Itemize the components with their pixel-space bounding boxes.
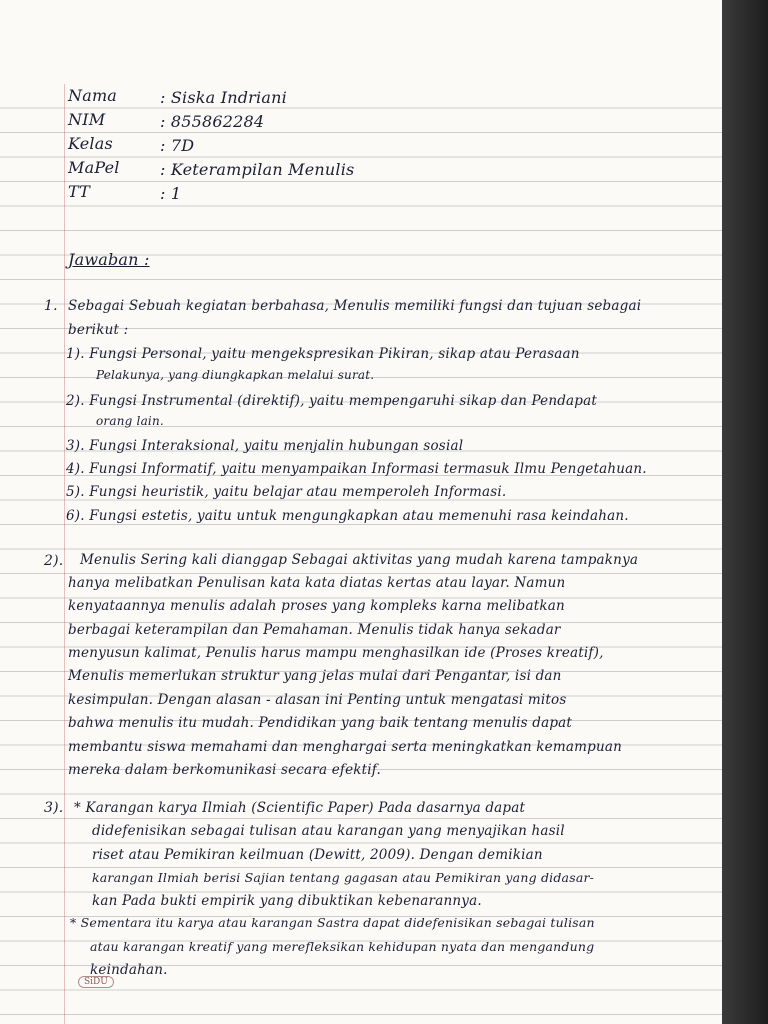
q3-number: 3).	[44, 800, 64, 816]
q2-line: kesimpulan. Dengan alasan - alasan ini Penting untuk mengatasi mitos	[68, 692, 567, 708]
q3-line: kan Pada bukti empirik yang dibuktikan kebenarannya.	[92, 893, 482, 909]
q2-line: membantu siswa memahami dan menghargai serta meningkatkan kemampuan	[68, 739, 622, 755]
q1-number: 1.	[44, 298, 58, 314]
label-nim: NIM	[68, 110, 106, 129]
q3-line: karangan Ilmiah berisi Sajian tentang gagasan atau Pemikiran yang didasar-	[92, 870, 595, 885]
q1-line: 4). Fungsi Informatif, yaitu menyampaikan Informasi termasuk Ilmu Pengetahuan.	[66, 461, 647, 477]
q2-number: 2).	[44, 553, 64, 569]
value-nama: : Siska Indriani	[160, 88, 287, 107]
q1-line: 3). Fungsi Interaksional, yaitu menjalin hubungan sosial	[66, 438, 464, 454]
value-kelas: : 7D	[160, 136, 195, 155]
q3-line: atau karangan kreatif yang merefleksikan kehidupan nyata dan mengandung	[90, 939, 595, 954]
value-nama-text: Siska Indriani	[170, 88, 287, 107]
label-tt: TT	[68, 182, 91, 201]
q2-line: menyusun kalimat, Penulis harus mampu menghasilkan ide (Proses kreatif),	[68, 645, 604, 661]
q1-line: 6). Fungsi estetis, yaitu untuk mengungkapkan atau memenuhi rasa keindahan.	[66, 508, 629, 524]
value-nim-text: 855862284	[170, 112, 265, 131]
q2-line: Menulis memerlukan struktur yang jelas mulai dari Pengantar, isi dan	[68, 668, 562, 684]
q1-line: orang lain.	[96, 414, 164, 428]
q1-line: berikut :	[68, 322, 129, 338]
margin-line	[64, 84, 65, 1024]
page-stamp: SiDU	[78, 976, 114, 988]
answers-heading: Jawaban :	[68, 250, 150, 269]
q3-line: riset atau Pemikiran keilmuan (Dewitt, 2009). Dengan demikian	[92, 847, 543, 863]
value-tt: : 1	[160, 184, 182, 203]
q1-line: Pelakunya, yang diungkapkan melalui surat.	[96, 368, 375, 382]
value-mapel-text: Keterampilan Menulis	[170, 160, 355, 179]
q3-line: keindahan.	[90, 962, 168, 978]
q2-line: hanya melibatkan Penulisan kata kata diatas kertas atau layar. Namun	[68, 575, 566, 591]
value-kelas-text: 7D	[170, 136, 195, 155]
label-kelas: Kelas	[68, 134, 113, 153]
value-nim: : 855862284	[160, 112, 265, 131]
q2-line: mereka dalam berkomunikasi secara efektif.	[68, 762, 381, 778]
value-tt-text: 1	[170, 184, 182, 203]
q2-line: berbagai keterampilan dan Pemahaman. Menulis tidak hanya sekadar	[68, 622, 561, 638]
q3-line: * Karangan karya Ilmiah (Scientific Paper) Pada dasarnya dapat	[74, 800, 526, 816]
q3-line: * Sementara itu karya atau karangan Sastra dapat didefenisikan sebagai tulisan	[70, 915, 595, 930]
background-edge	[722, 0, 768, 1024]
label-mapel: MaPel	[68, 158, 120, 177]
q1-line: 5). Fungsi heuristik, yaitu belajar atau memperoleh Informasi.	[66, 484, 507, 500]
q2-line: kenyataannya menulis adalah proses yang kompleks karna melibatkan	[68, 598, 565, 614]
q1-line: 2). Fungsi Instrumental (direktif), yaitu mempengaruhi sikap dan Pendapat	[66, 393, 598, 409]
q1-line: 1). Fungsi Personal, yaitu mengekspresikan Pikiran, sikap atau Perasaan	[66, 346, 580, 362]
q2-line: bahwa menulis itu mudah. Pendidikan yang baik tentang menulis dapat	[68, 715, 573, 731]
q1-line: Sebagai Sebuah kegiatan berbahasa, Menulis memiliki fungsi dan tujuan sebagai	[68, 298, 642, 314]
value-mapel: : Keterampilan Menulis	[160, 160, 355, 179]
label-nama: Nama	[68, 86, 118, 105]
q2-line: Menulis Sering kali dianggap Sebagai aktivitas yang mudah karena tampaknya	[80, 552, 639, 568]
q3-line: didefenisikan sebagai tulisan atau karangan yang menyajikan hasil	[92, 823, 565, 839]
